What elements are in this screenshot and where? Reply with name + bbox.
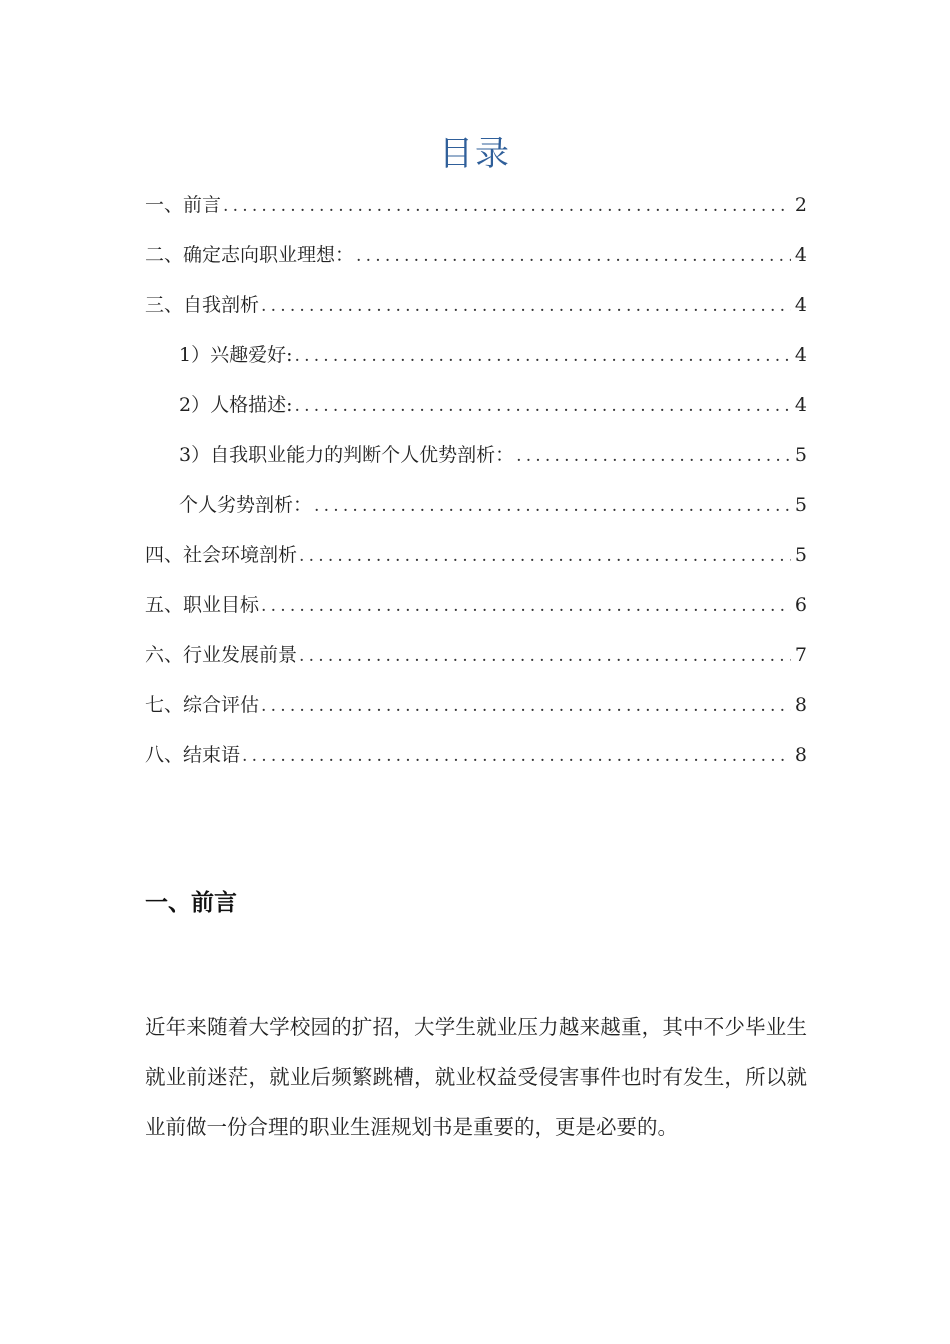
toc-entry-label: 五、职业目标: [145, 594, 260, 616]
toc-dot-leader: [299, 539, 791, 573]
toc-entry-label: 二、确定志向职业理想：: [145, 244, 355, 266]
toc-entry-label: 八、结束语: [145, 744, 241, 766]
toc-entry-label: 七、综合评估: [145, 694, 260, 716]
toc-dot-leader: [261, 689, 791, 723]
toc-entry-page-number: 4: [794, 394, 807, 416]
toc-entry[interactable]: [145, 238, 807, 288]
toc-dot-leader: [261, 289, 791, 323]
toc-entry-page-number: 2: [794, 194, 807, 216]
toc-entry[interactable]: [145, 438, 807, 488]
toc-entry-label: 三、自我剖析: [145, 294, 260, 316]
toc-entry-page-number: 4: [794, 344, 807, 366]
toc-entry[interactable]: [145, 188, 807, 238]
toc-entry[interactable]: [145, 288, 807, 338]
toc-dot-leader: [516, 439, 791, 473]
toc-entry[interactable]: [145, 388, 807, 438]
toc-entry-label: 六、行业发展前景: [145, 644, 298, 666]
toc-entry-label: 个人劣势剖析：: [179, 494, 313, 516]
toc-entry-page-number: 4: [794, 294, 807, 316]
toc-dot-leader: [314, 489, 791, 523]
toc-entry-page-number: 8: [794, 694, 807, 716]
toc-entry-page-number: 5: [794, 444, 807, 466]
toc-entry[interactable]: [145, 338, 807, 388]
toc-dot-leader: [356, 239, 791, 273]
toc-entry[interactable]: [145, 538, 807, 588]
table-of-contents: [145, 188, 807, 788]
toc-entry-label: 四、社会环境剖析: [145, 544, 298, 566]
toc-entry-label: 一、前言: [145, 194, 222, 216]
toc-entry[interactable]: [145, 688, 807, 738]
toc-entry[interactable]: [145, 488, 807, 538]
toc-entry[interactable]: [145, 638, 807, 688]
toc-title: 目录: [439, 134, 511, 174]
toc-dot-leader: [223, 189, 791, 223]
body-paragraph: 近年来随着大学校园的扩招，大学生就业压力越来越重，其中不少毕业生就业前迷茫，就业后频繁跳槽，就业权益受侵害事件也时有发生，所以就业前做一份合理的职业生涯规划书是重要的，更是必要的。: [145, 1015, 807, 1139]
toc-dot-leader: [295, 339, 791, 373]
toc-entry[interactable]: [145, 588, 807, 638]
toc-dot-leader: [295, 389, 791, 423]
toc-entry-page-number: 5: [794, 544, 807, 566]
toc-entry-page-number: 5: [794, 494, 807, 516]
toc-dot-leader: [299, 639, 791, 673]
toc-entry-label: 1）兴趣爱好:: [179, 344, 293, 366]
toc-entry-label: 2）人格描述:: [179, 394, 293, 416]
toc-entry-page-number: 7: [794, 644, 807, 666]
toc-entry-page-number: 6: [794, 594, 807, 616]
toc-dot-leader: [261, 589, 791, 623]
toc-entry[interactable]: [145, 738, 807, 788]
section-heading: 一、前言: [145, 890, 237, 916]
toc-dot-leader: [242, 739, 791, 773]
toc-entry-page-number: 4: [794, 244, 807, 266]
toc-entry-label: 3）自我职业能力的判断个人优势剖析：: [179, 444, 515, 466]
toc-entry-page-number: 8: [794, 744, 807, 766]
